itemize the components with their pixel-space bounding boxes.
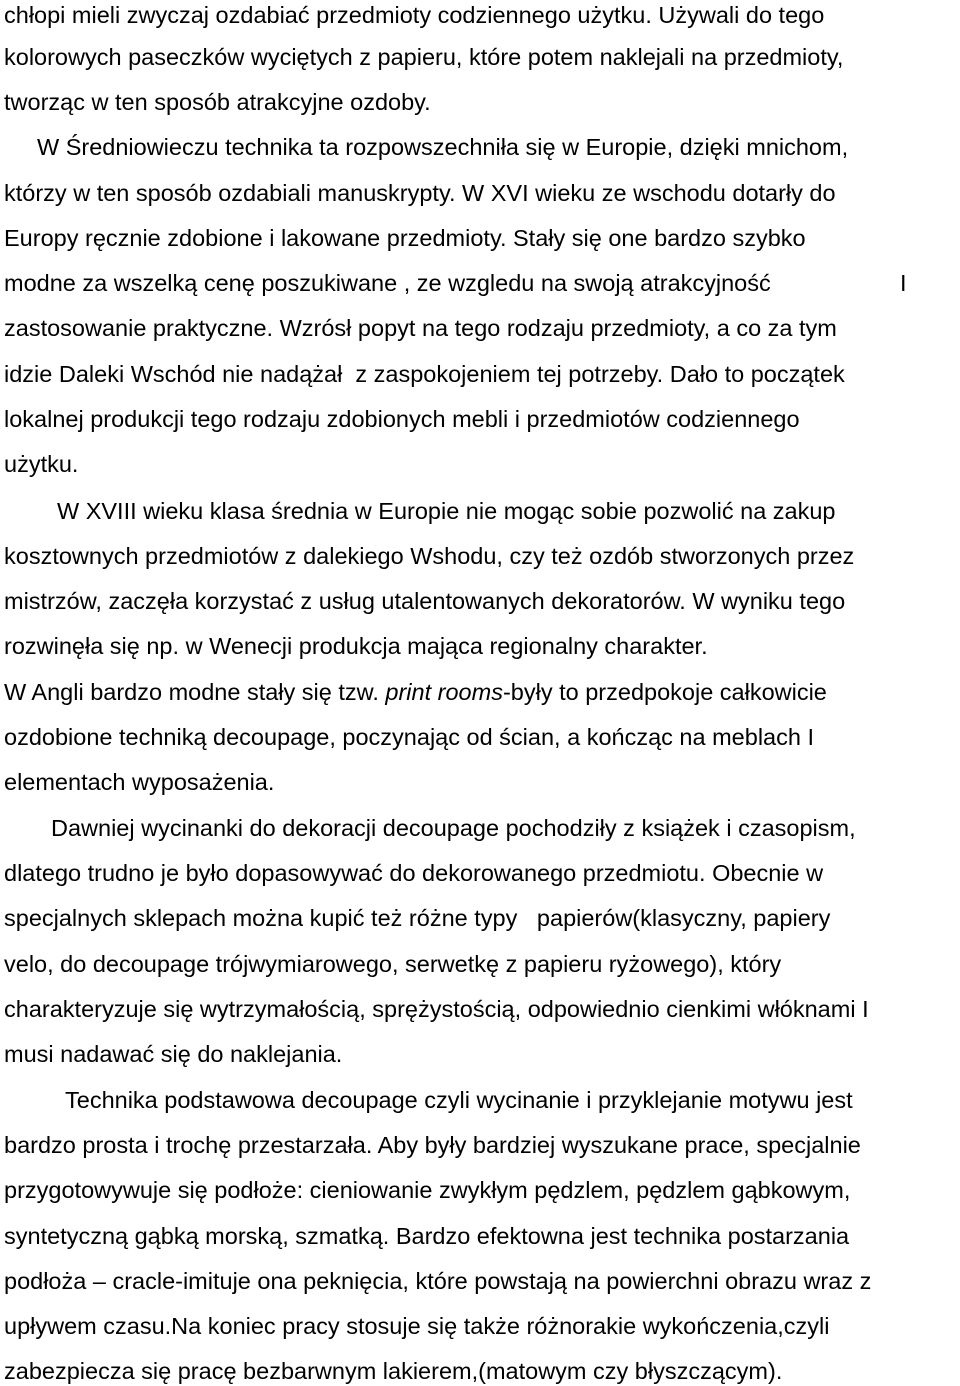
text-fragment: I bbox=[900, 270, 907, 296]
italic-term: print rooms bbox=[385, 679, 503, 705]
text-line: charakteryzuje się wytrzymałością, sprężystością, odpowiednio cienkimi włóknami I bbox=[4, 996, 869, 1022]
text-line: przygotowywuje się podłoże: cieniowanie zwykłym pędzlem, pędzlem gąbkowym, bbox=[4, 1177, 851, 1203]
text-line: chłopi mieli zwyczaj ozdabiać przedmioty codziennego użytku. Używali do tego bbox=[4, 2, 825, 28]
text-fragment: W Angli bardzo modne stały się tzw. bbox=[4, 679, 386, 705]
text-line: syntetyczną gąbką morską, szmatką. Bardzo efektowna jest technika postarzania bbox=[4, 1223, 850, 1249]
text-line: elementach wyposażenia. bbox=[4, 769, 275, 795]
text-line: specjalnych sklepach można kupić też różne typy papierów(klasyczny, papiery bbox=[4, 905, 831, 931]
text-line: rozwinęła się np. w Wenecji produkcja mająca regionalny charakter. bbox=[4, 633, 708, 659]
text-line: W Średniowieczu technika ta rozpowszechniła się w Europie, dzięki mnichom, bbox=[37, 134, 849, 160]
text-line: którzy w ten sposób ozdabiali manuskrypty. W XVI wieku ze wschodu dotarły do bbox=[4, 180, 836, 206]
text-line: lokalnej produkcji tego rodzaju zdobionych mebli i przedmiotów codziennego bbox=[4, 406, 800, 432]
text-line: zastosowanie praktyczne. Wzrósł popyt na tego rodzaju przedmioty, a co za tym bbox=[4, 315, 837, 341]
text-line: upływem czasu.Na koniec pracy stosuje się także różnorakie wykończenia,czyli bbox=[4, 1313, 830, 1339]
text-line: Europy ręcznie zdobione i lakowane przedmioty. Stały się one bardzo szybko bbox=[4, 225, 806, 251]
text-fragment: -były to przedpokoje całkowicie bbox=[502, 679, 827, 705]
text-line: W XVIII wieku klasa średnia w Europie nie mogąc sobie pozwolić na zakup bbox=[57, 498, 836, 524]
text-line: bardzo prosta i trochę przestarzała. Aby były bardziej wyszukane prace, specjalnie bbox=[4, 1132, 861, 1158]
text-line bbox=[4, 677, 827, 707]
text-line: kolorowych paseczków wyciętych z papieru, które potem naklejali na przedmioty, bbox=[4, 44, 844, 70]
text-line: kosztownych przedmiotów z dalekiego Wshodu, czy też ozdób stworzonych przez bbox=[4, 543, 855, 569]
text-line: zabezpiecza się pracę bezbarwnym lakierem,(matowym czy błyszczącym). bbox=[4, 1358, 783, 1384]
text-line: modne za wszelką cenę poszukiwane , ze wzgledu na swoją atrakcyjność bbox=[4, 270, 771, 296]
text-line: Technika podstawowa decoupage czyli wycinanie i przyklejanie motywu jest bbox=[65, 1087, 853, 1113]
text-line: musi nadawać się do naklejania. bbox=[4, 1041, 343, 1067]
text-line: velo, do decoupage trójwymiarowego, serwetkę z papieru ryżowego), który bbox=[4, 951, 782, 977]
text-line: mistrzów, zaczęła korzystać z usług utalentowanych dekoratorów. W wyniku tego bbox=[4, 588, 846, 614]
text-line: tworząc w ten sposób atrakcyjne ozdoby. bbox=[4, 89, 431, 115]
text-line: idzie Daleki Wschód nie nadążał z zaspokojeniem tej potrzeby. Dało to początek bbox=[4, 361, 845, 387]
text-line: ozdobione techniką decoupage, poczynając od ścian, a kończąc na meblach I bbox=[4, 724, 814, 750]
text-line: podłoża – cracle-imituje ona peknięcia, które powstają na powierchni obrazu wraz z bbox=[4, 1268, 872, 1294]
text-line: dlatego trudno je było dopasowywać do dekorowanego przedmiotu. Obecnie w bbox=[4, 860, 824, 886]
text-line: użytku. bbox=[4, 451, 79, 477]
text-line: Dawniej wycinanki do dekoracji decoupage pochodziły z książek i czasopism, bbox=[51, 815, 856, 841]
